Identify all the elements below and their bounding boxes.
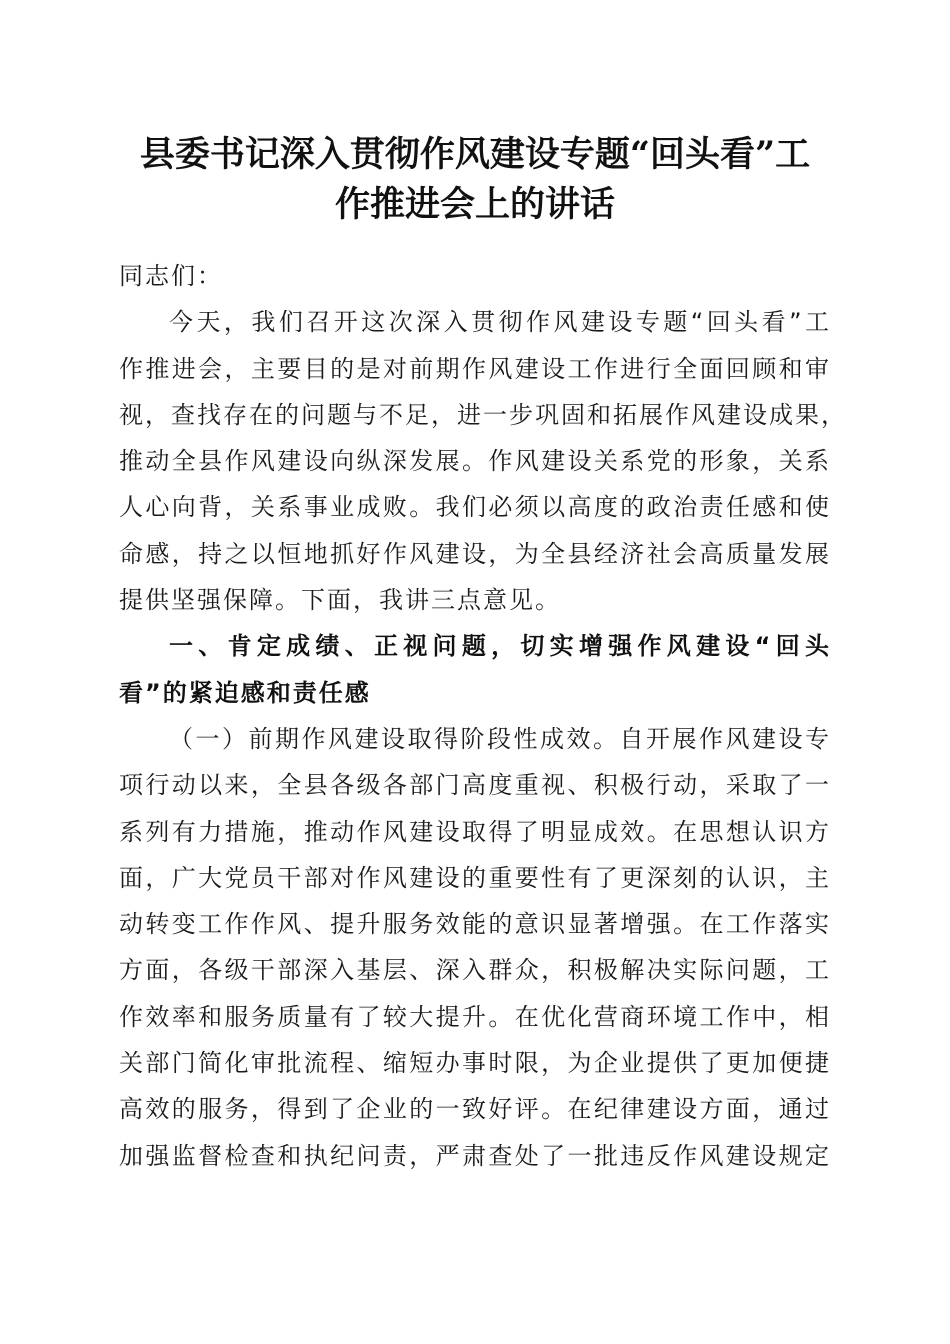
document-title (100, 130, 850, 230)
salutation: 同志们： (119, 262, 223, 290)
paragraph-line: 人心向背，关系事业成败。我们必须以高度的政治责任感和使 (119, 493, 831, 522)
paragraph-line: 动转变工作作风、提升服务效能的意识显著增强。在工作落实 (119, 910, 831, 939)
paragraph-line: 高效的服务，得到了企业的一致好评。在纪律建设方面，通过 (119, 1095, 831, 1124)
paragraph-line: 视，查找存在的问题与不足，进一步巩固和拓展作风建设成果， (119, 400, 847, 429)
paragraph-line: 今天，我们召开这次深入贯彻作风建设专题“回头看”工 (169, 308, 831, 337)
paragraph-line: 作效率和服务质量有了较大提升。在优化营商环境工作中，相 (119, 1002, 831, 1031)
document-body (119, 253, 847, 1179)
paragraph-line: 系列有力措施，推动作风建设取得了明显成效。在思想认识方 (119, 817, 831, 846)
paragraph-line: （一）前期作风建设取得阶段性成效。自开展作风建设专 (169, 724, 831, 753)
title-line-1: 县委书记深入贯彻作风建设专题“回头看”工 (139, 134, 811, 175)
section-heading-line: 看”的紧迫感和责任感 (119, 678, 371, 707)
paragraph-line: 面，广大党员干部对作风建设的重要性有了更深刻的认识，主 (119, 863, 831, 892)
paragraph-line: 命感，持之以恒地抓好作风建设，为全县经济社会高质量发展 (119, 539, 831, 568)
title-line-2: 作推进会上的讲话 (334, 184, 615, 225)
paragraph-line: 推动全县作风建设向纵深发展。作风建设关系党的形象，关系 (119, 447, 831, 476)
section-heading-line: 一、肯定成绩、正视问题，切实增强作风建设“回头 (169, 632, 831, 661)
paragraph-line: 项行动以来，全县各级各部门高度重视、积极行动，采取了一 (119, 771, 831, 800)
paragraph-line: 加强监督检查和执纪问责，严肃查处了一批违反作风建设规定 (119, 1141, 831, 1170)
paragraph-line: 作推进会，主要目的是对前期作风建设工作进行全面回顾和审 (119, 354, 831, 383)
paragraph-line: 关部门简化审批流程、缩短办事时限，为企业提供了更加便捷 (119, 1049, 831, 1078)
paragraph-line: 方面，各级干部深入基层、深入群众，积极解决实际问题，工 (119, 956, 831, 985)
paragraph-line: 提供坚强保障。下面，我讲三点意见。 (119, 586, 561, 615)
